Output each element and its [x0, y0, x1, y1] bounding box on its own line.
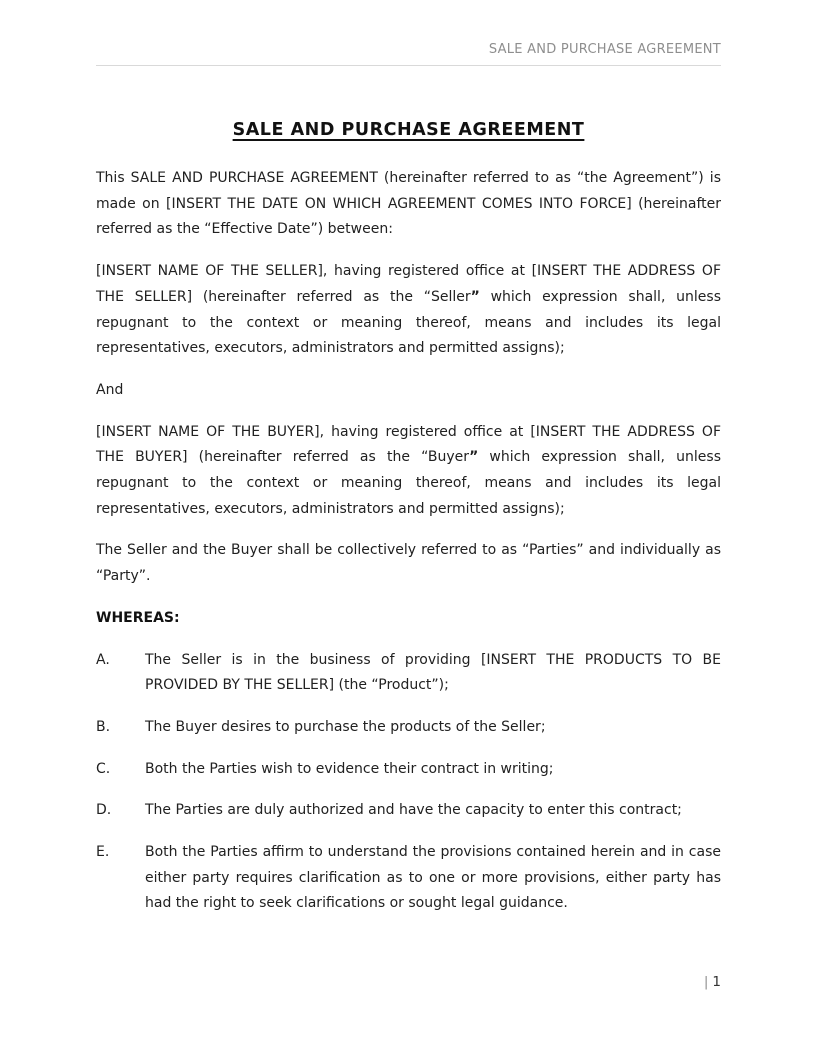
recital-label: D.	[96, 802, 112, 819]
recital-label: C.	[96, 760, 111, 777]
recital-item-b	[96, 715, 721, 741]
running-header	[96, 0, 721, 66]
seller-bold-quote: ”	[470, 288, 480, 305]
whereas-heading: WHEREAS:	[96, 609, 180, 626]
recital-item-c	[96, 757, 721, 783]
document-title: SALE AND PURCHASE AGREEMENT	[232, 120, 585, 140]
footer-separator: |	[703, 974, 709, 990]
buyer-clause-paragraph	[96, 420, 721, 523]
document-body	[0, 120, 816, 917]
running-header-title: SALE AND PURCHASE AGREEMENT	[488, 42, 721, 57]
recital-text: The Seller is in the business of providing [INSERT THE PRODUCTS TO BE PROVIDED BY THE SELLER] (the “Product”);	[145, 651, 721, 694]
page-footer	[704, 974, 721, 990]
recital-text: Both the Parties wish to evidence their contract in writing;	[145, 760, 554, 777]
recital-text: The Parties are duly authorized and have the capacity to enter this contract;	[145, 802, 682, 819]
buyer-clause-continuation: which expression shall, unless repugnant to the context or meaning thereof, means and includes its legal representatives, executors, administrators and permitted assigns);	[96, 449, 721, 517]
recital-item-d	[96, 798, 721, 824]
seller-clause-text: [INSERT NAME OF THE SELLER], having registered office at [INSERT THE ADDRESS OF THE SELLER] (hereinafter referred as the “Seller	[96, 263, 721, 305]
seller-clause-continuation: which expression shall, unless repugnant to the context or meaning thereof, means and includes its legal representatives, executors, administrators and permitted assigns);	[96, 288, 721, 357]
recital-item-e	[96, 840, 721, 917]
recital-label: A.	[96, 651, 110, 668]
recital-label: E.	[96, 844, 110, 861]
buyer-bold-quote: ”	[469, 449, 479, 466]
seller-clause-paragraph	[96, 259, 721, 362]
buyer-clause-text: [INSERT NAME OF THE BUYER], having registered office at [INSERT THE ADDRESS OF THE BUYER] (hereinafter referred as the “Buyer	[96, 423, 721, 466]
parties-clause-paragraph: The Seller and the Buyer shall be collectively referred to as “Parties” and individually as “Party”.	[96, 542, 721, 585]
page-number: 1	[712, 974, 721, 990]
recital-item-a	[96, 648, 721, 699]
connector-paragraph: And	[96, 381, 124, 398]
recital-text: Both the Parties affirm to understand the provisions contained herein and in case either party requires clarification as to one or more provisions, either party has had the right to seek clarifications or sought legal guidance.	[145, 844, 721, 912]
recital-text: The Buyer desires to purchase the products of the Seller;	[145, 718, 546, 735]
recital-label: B.	[96, 718, 111, 735]
intro-paragraph: This SALE AND PURCHASE AGREEMENT (hereinafter referred to as “the Agreement”) is made on [INSERT THE DATE ON WHICH AGREEMENT COMES INTO FORCE] (hereinafter referred as the “Effective Date”) between:	[96, 170, 721, 238]
